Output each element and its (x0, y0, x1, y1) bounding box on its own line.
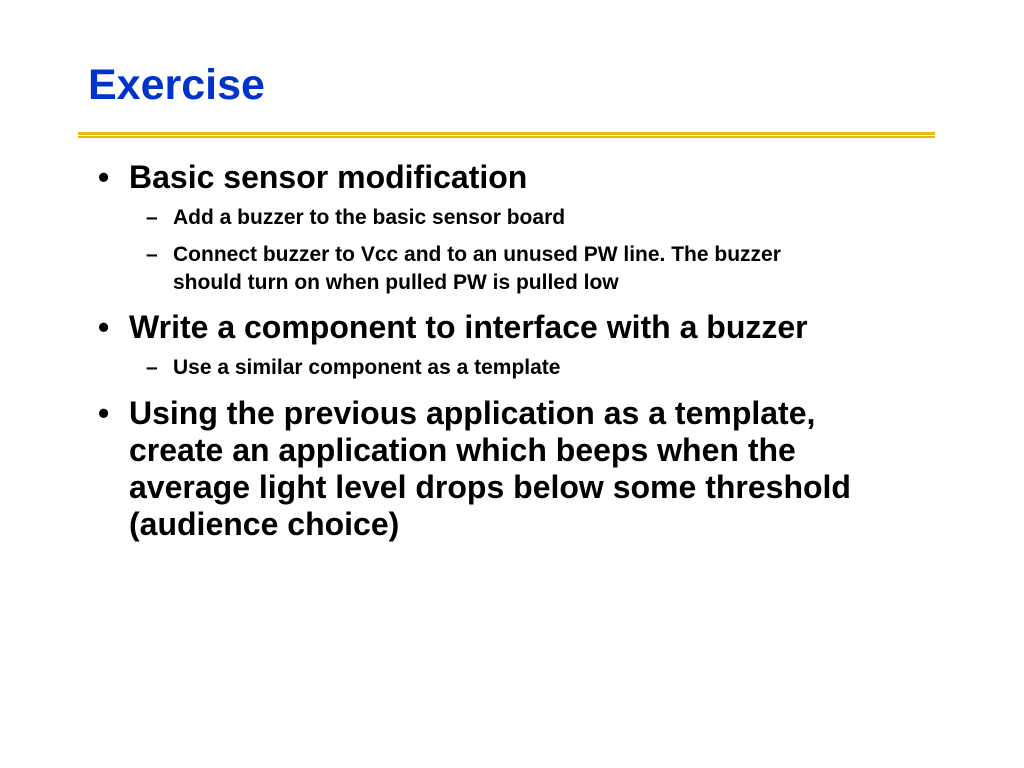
sub-bullet-text: Add a buzzer to the basic sensor board (173, 206, 566, 229)
bullet-text: create an application which beeps when the (129, 432, 796, 468)
bullet-text: average light level drops below some threshold (129, 469, 851, 505)
bullet-dot-icon: • (98, 395, 110, 431)
dash-icon: – (146, 356, 158, 379)
bullet-text: Basic sensor modification (129, 159, 528, 195)
bullet-text: (audience choice) (129, 506, 400, 542)
bullet-text: Using the previous application as a template, (129, 395, 816, 431)
dash-icon: – (146, 206, 158, 229)
sub-bullet-text: should turn on when pulled PW is pulled low (173, 271, 619, 294)
slide-title: Exercise (88, 61, 265, 109)
sub-bullet-text: Connect buzzer to Vcc and to an unused PW line. The buzzer (173, 243, 781, 266)
sub-bullet-text: Use a similar component as a template (173, 356, 561, 379)
bullet-dot-icon: • (98, 159, 110, 195)
bullet-text: Write a component to interface with a buzzer (129, 309, 808, 345)
dash-icon: – (146, 243, 158, 266)
bullet-dot-icon: • (98, 309, 110, 345)
